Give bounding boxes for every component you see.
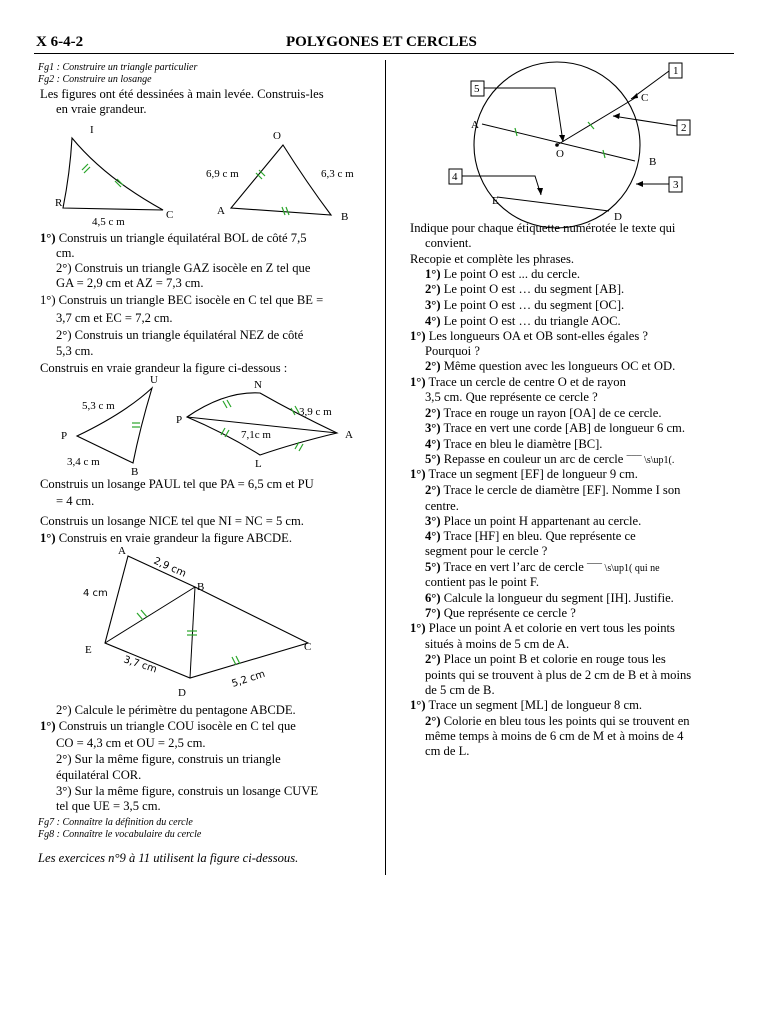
label-B: B <box>341 211 349 223</box>
r-l17: 4°) Trace [HF] en bleu. Que représente ce <box>425 529 636 543</box>
r-l20: 7°) Que représente ce cercle ? <box>425 606 576 620</box>
r-l15b: centre. <box>425 499 459 513</box>
label-pa: 7,1c m <box>241 429 271 441</box>
label-A: A <box>217 205 225 217</box>
intro-line1: Les figures ont été dessinées à main levée. Construis-les <box>40 87 324 101</box>
label-D4: D <box>614 211 622 223</box>
tag-3: 3 <box>673 179 679 191</box>
r-l23: 1°) Trace un segment [ML] de longueur 8 cm. <box>410 698 643 712</box>
label-ao: 6,9 c m <box>206 168 239 180</box>
r-l11: 3°) Trace en vert une corde [AB] de longueur 6 cm. <box>425 421 685 435</box>
r-l5: 3°) Le point O est … du segment [OC]. <box>425 298 625 312</box>
label-ab: 2,9 cm <box>151 555 188 580</box>
ex-l1b: cm. <box>56 246 75 260</box>
label-U: U <box>150 374 158 386</box>
r-l21b: situés à moins de 5 cm de A. <box>425 637 570 651</box>
label-pb: 3,4 c m <box>67 456 100 468</box>
r-l16: 3°) Place un point H appartenant au cercle. <box>425 514 642 528</box>
r-l22: 2°) Place un point B et colorie en rouge tous les <box>425 652 666 666</box>
r-l17b: segment pour le cercle ? <box>425 544 548 558</box>
label-C3: C <box>304 641 312 653</box>
r-l18-field: ¯¯¯ \s\up1( qui ne <box>587 563 660 574</box>
label-C: C <box>166 209 174 221</box>
label-dc: 5,2 cm <box>230 668 267 690</box>
exercise-code: X 6-4-2 <box>36 34 84 50</box>
r-l2: Recopie et complète les phrases. <box>410 252 575 266</box>
r-l4: 2°) Le point O est … du segment [AB]. <box>425 282 625 296</box>
label-A2: A <box>345 429 353 441</box>
r-l9b: 3,5 cm. Que représente ce cercle ? <box>425 390 598 404</box>
figure-pentagon <box>80 545 340 699</box>
ex-l11: 2°) Sur la même figure, construis un triangle <box>56 752 281 766</box>
label-R: R <box>55 197 63 209</box>
r-l8: 2°) Même question avec les longueurs OC et OD. <box>425 359 676 373</box>
tag-2: 2 <box>681 122 687 134</box>
r-l9: 1°) Trace un cercle de centre O et de rayon <box>410 375 626 389</box>
label-ae: 4 cm <box>83 588 108 599</box>
column-divider <box>385 60 386 875</box>
ex-l4b: 5,3 cm. <box>56 344 94 358</box>
ex-l12b: tel que UE = 3,5 cm. <box>56 799 161 813</box>
r-l3: 1°) Le point O est ... du cercle. <box>425 267 581 281</box>
label-C4: C <box>641 92 649 104</box>
r-l24: 2°) Colorie en bleu tous les points qui se trouvent en <box>425 714 690 728</box>
label-E4: E <box>492 195 499 207</box>
label-D3: D <box>178 687 186 699</box>
ex-l5: Construis en vraie grandeur la figure ci-dessous : <box>40 361 288 375</box>
label-B4: B <box>649 156 657 168</box>
label-na: 3,9 c m <box>299 406 332 418</box>
figure-triangles <box>45 118 375 228</box>
label-O4: O <box>556 148 564 160</box>
label-ob: 6,3 c m <box>321 168 354 180</box>
ex-l13: Les exercices n°9 à 11 utilisent la figure ci-dessous. <box>38 851 299 865</box>
r-l6: 4°) Le point O est … du triangle AOC. <box>425 314 621 328</box>
label-pu: 5,3 c m <box>82 400 115 412</box>
r-l22c: de 5 cm de B. <box>425 683 495 697</box>
ex-l3b: 3,7 cm et EC = 7,2 cm. <box>56 311 173 325</box>
ex-l9: 2°) Calcule le périmètre du pentagone ABCDE. <box>56 703 296 717</box>
ex-l12: 3°) Sur la même figure, construis un losange CUVE <box>56 784 319 798</box>
ex-l3: 1°) Construis un triangle BEC isocèle en C tel que BE = <box>40 293 324 307</box>
figure-triangle-rhombus <box>55 373 385 478</box>
tag-1: 1 <box>673 65 679 77</box>
r-l10: 2°) Trace en rouge un rayon [OA] de ce cercle. <box>425 406 662 420</box>
label-P2: P <box>176 414 183 426</box>
label-rc: 4,5 c m <box>92 216 125 228</box>
label-N: N <box>254 379 262 391</box>
tag-5: 5 <box>474 83 480 95</box>
fg7-note: Fg7 : Connaître la définition du cercle <box>38 817 193 828</box>
r-l14: 1°) Trace un segment [EF] de longueur 9 cm. <box>410 467 638 481</box>
fg2-note: Fg2 : Construire un losange <box>38 74 152 85</box>
ex-l1: 1°) Construis un triangle équilatéral BOL de côté 7,5 <box>40 231 307 245</box>
ex-l6b: = 4 cm. <box>56 494 95 508</box>
r-l7: 1°) Les longueurs OA et OB sont-elles égales ? <box>410 329 648 343</box>
r-l18b: contient pas le point F. <box>425 575 540 589</box>
fg8-note: Fg8 : Connaître le vocabulaire du cercle <box>38 829 202 840</box>
r-l1: Indique pour chaque étiquette numérotée le texte qui <box>410 221 676 235</box>
ex-l8: 1°) Construis en vraie grandeur la figure ABCDE. <box>40 531 292 545</box>
ex-l7: Construis un losange NICE tel que NI = NC = 5 cm. <box>40 514 304 528</box>
fg1-note: Fg1 : Construire un triangle particulier <box>38 62 198 73</box>
r-l13: 5°) Repasse en couleur un arc de cercle ¯¯¯ \s\up1(. <box>425 452 675 466</box>
label-A3: A <box>118 545 126 557</box>
ex-l2b: GA = 2,9 cm et AZ = 7,3 cm. <box>56 276 204 290</box>
r-l13-field: ¯¯¯ \s\up1(. <box>626 455 675 466</box>
ex-l10: 1°) Construis un triangle COU isocèle en C tel que <box>40 719 296 733</box>
r-l21: 1°) Place un point A et colorie en vert tous les points <box>410 621 675 635</box>
r-l24b: même temps à moins de 6 cm de M et à moins de 4 <box>425 729 684 743</box>
label-L: L <box>255 458 262 470</box>
ex-l11b: équilatéral COR. <box>56 768 142 782</box>
figure-circle <box>445 58 705 228</box>
r-l12: 4°) Trace en bleu le diamètre [BC]. <box>425 437 603 451</box>
r-l19: 6°) Calcule la longueur du segment [IH]. Justifie. <box>425 591 674 605</box>
label-O: O <box>273 130 281 142</box>
ex-l4: 2°) Construis un triangle équilatéral NEZ de côté <box>56 328 304 342</box>
r-l15: 2°) Trace le cercle de diamètre [EF]. Nomme I son <box>425 483 681 497</box>
tag-4: 4 <box>452 171 458 183</box>
label-ed: 3,7 cm <box>122 654 159 676</box>
label-E3: E <box>85 644 92 656</box>
label-B2: B <box>131 466 139 478</box>
ex-l10b: CO = 4,3 cm et OU = 2,5 cm. <box>56 736 206 750</box>
label-B3: B <box>197 581 205 593</box>
ex-l6: Construis un losange PAUL tel que PA = 6,5 cm et PU <box>40 477 314 491</box>
r-l22b: points qui se trouvent à plus de 2 cm de B et à moins <box>425 668 692 682</box>
label-A4: A <box>471 119 479 131</box>
r-l24c: cm de L. <box>425 744 470 758</box>
label-I: I <box>90 124 94 136</box>
r-l1b: convient. <box>425 236 472 250</box>
r-l7b: Pourquoi ? <box>425 344 480 358</box>
intro-line2: en vraie grandeur. <box>56 102 147 116</box>
page-title: POLYGONES ET CERCLES <box>286 34 477 50</box>
r-l18: 5°) Trace en vert l’arc de cercle ¯¯¯ \s\up1( qui ne <box>425 560 660 574</box>
ex-l2: 2°) Construis un triangle GAZ isocèle en Z tel que <box>56 261 311 275</box>
header-rule <box>34 53 734 54</box>
label-P: P <box>61 430 68 442</box>
